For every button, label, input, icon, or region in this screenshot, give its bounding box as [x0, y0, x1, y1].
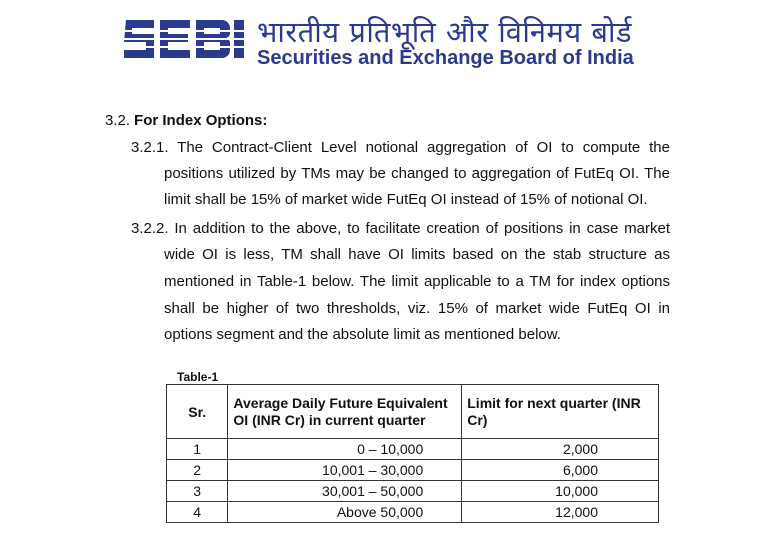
cell-oi: 30,001 – 50,000 [228, 481, 462, 502]
table-row [167, 502, 659, 523]
cell-oi: Above 50,000 [228, 502, 462, 523]
para2-line-3: mentioned in Table-1 below. The limit applicable to a TM for index options [164, 273, 670, 290]
para1-line-1: 3.2.1. The Contract-Client Level notional aggregation of OI to compute the [131, 139, 670, 156]
section-number: 3.2. [105, 112, 131, 129]
para2-line-5: options segment and the absolute limit as mentioned below. [164, 326, 561, 343]
para2-line-1: 3.2.2. In addition to the above, to facilitate creation of positions in case market [131, 220, 670, 237]
cell-sr: 2 [167, 460, 228, 481]
cell-limit: 10,000 [462, 481, 659, 502]
oi-limits-table [166, 384, 659, 523]
header-sr: Sr. [167, 385, 228, 439]
cell-sr: 4 [167, 502, 228, 523]
para1-line-3: limit shall be 15% of market wide FutEq OI instead of 15% of notional OI. [164, 191, 648, 208]
sebi-header [122, 12, 642, 72]
table-row [167, 439, 659, 460]
section-heading [105, 112, 267, 129]
para1-line-2: positions utilized by TMs may be changed to aggregation of FutEq OI. The [164, 165, 670, 182]
cell-sr: 1 [167, 439, 228, 460]
cell-limit: 12,000 [462, 502, 659, 523]
header-oi: Average Daily Future Equivalent OI (INR Cr) in current quarter [228, 385, 462, 439]
table-row [167, 481, 659, 502]
cell-oi: 0 – 10,000 [228, 439, 462, 460]
table-row [167, 460, 659, 481]
sebi-logo [122, 12, 248, 70]
cell-oi: 10,001 – 30,000 [228, 460, 462, 481]
table-label: Table-1 [177, 370, 219, 384]
para2-line-4: shall be higher of two thresholds, viz. 15% of market wide FutEq OI in [164, 300, 670, 317]
cell-limit: 6,000 [462, 460, 659, 481]
english-org-name: Securities and Exchange Board of India [257, 47, 634, 69]
cell-sr: 3 [167, 481, 228, 502]
section-title: For Index Options: [134, 112, 268, 129]
header-limit: Limit for next quarter (INR Cr) [462, 385, 659, 439]
hindi-org-name: भारतीय प्रतिभूति और विनिमय बोर्ड [257, 15, 632, 49]
cell-limit: 2,000 [462, 439, 659, 460]
para2-line-2: wide OI is less, TM shall have OI limits based on the stab structure as [164, 246, 670, 263]
table-header-row [167, 385, 659, 439]
